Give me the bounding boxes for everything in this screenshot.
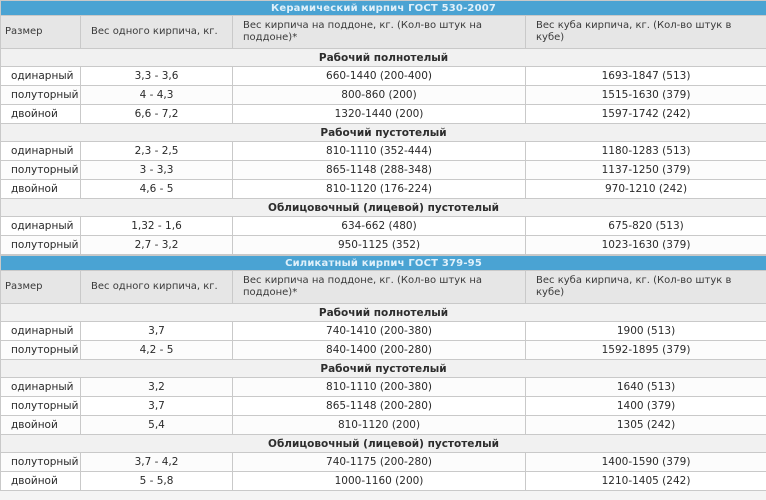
cell-weight-pallet: 865-1148 (200-280) [233, 397, 526, 416]
cell-weight-cube: 1693-1847 (513) [526, 67, 766, 86]
cell-weight-one: 3,3 - 3,6 [81, 67, 233, 86]
cell-size: полуторный [1, 341, 81, 360]
cell-weight-one: 2,7 - 3,2 [81, 236, 233, 255]
table-title-band [1, 1, 766, 16]
cell-weight-cube: 1400 (379) [526, 397, 766, 416]
table-row [1, 142, 766, 161]
table-row [1, 378, 766, 397]
table-row [1, 453, 766, 472]
cell-weight-cube: 970-1210 (242) [526, 180, 766, 199]
cell-weight-one: 2,3 - 2,5 [81, 142, 233, 161]
silicate-brick-table [0, 255, 766, 491]
cell-size: двойной [1, 105, 81, 124]
cell-weight-pallet: 660-1440 (200-400) [233, 67, 526, 86]
cell-weight-cube: 1515-1630 (379) [526, 86, 766, 105]
table-title-band [1, 256, 766, 271]
section-header-row [1, 360, 766, 378]
table-row [1, 161, 766, 180]
cell-weight-cube: 1305 (242) [526, 416, 766, 435]
cell-weight-one: 6,6 - 7,2 [81, 105, 233, 124]
section-title: Рабочий полнотелый [1, 304, 766, 322]
cell-size: одинарный [1, 67, 81, 86]
cell-weight-one: 5,4 [81, 416, 233, 435]
cell-size: полуторный [1, 161, 81, 180]
cell-weight-cube: 1592-1895 (379) [526, 341, 766, 360]
cell-weight-pallet: 740-1175 (200-280) [233, 453, 526, 472]
table-row [1, 397, 766, 416]
cell-weight-one: 3,2 [81, 378, 233, 397]
cell-weight-one: 4,6 - 5 [81, 180, 233, 199]
table-row [1, 105, 766, 124]
cell-size: одинарный [1, 217, 81, 236]
section-header-row [1, 435, 766, 453]
section-header-row [1, 49, 766, 67]
cell-weight-pallet: 810-1110 (352-444) [233, 142, 526, 161]
cell-weight-pallet: 740-1410 (200-380) [233, 322, 526, 341]
cell-weight-one: 3 - 3,3 [81, 161, 233, 180]
cell-weight-cube: 675-820 (513) [526, 217, 766, 236]
cell-size: полуторный [1, 453, 81, 472]
table-row [1, 341, 766, 360]
cell-weight-one: 5 - 5,8 [81, 472, 233, 491]
cell-size: одинарный [1, 378, 81, 397]
header-weight-pallet: Вес кирпича на поддоне, кг. (Кол-во штук на поддоне)* [233, 271, 526, 304]
table-title: Силикатный кирпич ГОСТ 379-95 [1, 256, 766, 271]
table-row [1, 67, 766, 86]
column-header-row [1, 16, 766, 49]
cell-size: двойной [1, 472, 81, 491]
header-weight-one: Вес одного кирпича, кг. [81, 16, 233, 49]
header-weight-one: Вес одного кирпича, кг. [81, 271, 233, 304]
table-row [1, 86, 766, 105]
cell-weight-one: 3,7 [81, 397, 233, 416]
column-header-row [1, 271, 766, 304]
cell-weight-one: 1,32 - 1,6 [81, 217, 233, 236]
cell-weight-cube: 1640 (513) [526, 378, 766, 397]
header-size: Размер [1, 16, 81, 49]
header-weight-pallet: Вес кирпича на поддоне, кг. (Кол-во штук на поддоне)* [233, 16, 526, 49]
section-title: Рабочий полнотелый [1, 49, 766, 67]
cell-size: двойной [1, 180, 81, 199]
section-title: Облицовочный (лицевой) пустотелый [1, 435, 766, 453]
cell-weight-cube: 1180-1283 (513) [526, 142, 766, 161]
cell-weight-pallet: 800-860 (200) [233, 86, 526, 105]
section-title: Облицовочный (лицевой) пустотелый [1, 199, 766, 217]
cell-size: полуторный [1, 397, 81, 416]
cell-size: полуторный [1, 86, 81, 105]
cell-weight-pallet: 810-1120 (200) [233, 416, 526, 435]
cell-size: полуторный [1, 236, 81, 255]
section-title: Рабочий пустотелый [1, 360, 766, 378]
table-row [1, 217, 766, 236]
cell-weight-pallet: 950-1125 (352) [233, 236, 526, 255]
section-header-row [1, 304, 766, 322]
cell-weight-pallet: 1320-1440 (200) [233, 105, 526, 124]
cell-weight-one: 4 - 4,3 [81, 86, 233, 105]
table-row [1, 416, 766, 435]
header-weight-cube: Вес куба кирпича, кг. (Кол-во штук в кубе) [526, 271, 766, 304]
table-row [1, 322, 766, 341]
cell-weight-pallet: 1000-1160 (200) [233, 472, 526, 491]
cell-size: одинарный [1, 322, 81, 341]
cell-weight-pallet: 810-1120 (176-224) [233, 180, 526, 199]
table-title: Керамический кирпич ГОСТ 530-2007 [1, 1, 766, 16]
section-header-row [1, 124, 766, 142]
cell-weight-pallet: 810-1110 (200-380) [233, 378, 526, 397]
cell-weight-cube: 1137-1250 (379) [526, 161, 766, 180]
section-title: Рабочий пустотелый [1, 124, 766, 142]
cell-weight-pallet: 840-1400 (200-280) [233, 341, 526, 360]
table-row [1, 180, 766, 199]
cell-weight-cube: 1597-1742 (242) [526, 105, 766, 124]
cell-weight-cube: 1210-1405 (242) [526, 472, 766, 491]
cell-weight-pallet: 865-1148 (288-348) [233, 161, 526, 180]
cell-weight-cube: 1400-1590 (379) [526, 453, 766, 472]
table-row [1, 236, 766, 255]
table-row [1, 472, 766, 491]
section-header-row [1, 199, 766, 217]
header-size: Размер [1, 271, 81, 304]
cell-size: одинарный [1, 142, 81, 161]
cell-weight-one: 3,7 [81, 322, 233, 341]
cell-weight-pallet: 634-662 (480) [233, 217, 526, 236]
cell-weight-one: 3,7 - 4,2 [81, 453, 233, 472]
cell-weight-cube: 1023-1630 (379) [526, 236, 766, 255]
cell-weight-cube: 1900 (513) [526, 322, 766, 341]
header-weight-cube: Вес куба кирпича, кг. (Кол-во штук в кубе) [526, 16, 766, 49]
cell-size: двойной [1, 416, 81, 435]
cell-weight-one: 4,2 - 5 [81, 341, 233, 360]
